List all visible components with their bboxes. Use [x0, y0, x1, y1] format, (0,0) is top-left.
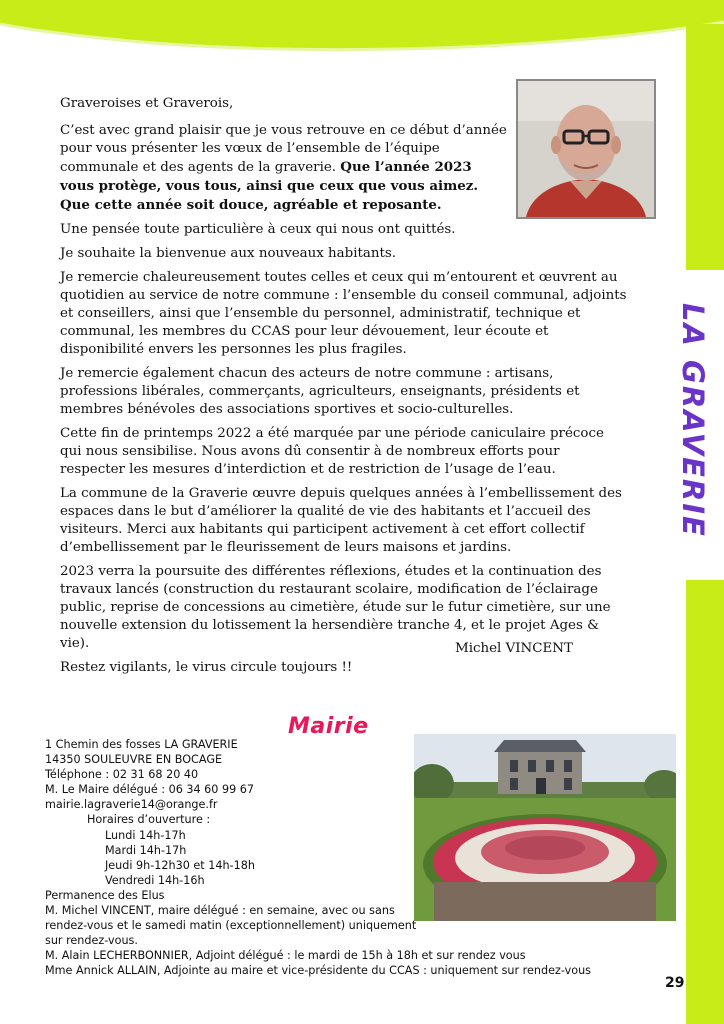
- side-title: [673, 302, 713, 538]
- mairie-mayor-phone: M. Le Maire délégué : 06 34 60 99 67: [45, 783, 254, 797]
- letter-paragraph-4: Je remercie chaleureusement toutes celles et ceux qui m’entourent et œuvrent au quotidien au service de notre commune : l’ensemble du conseil communal, adjoints et conseillers, ainsi que l’ensemble du personnel, administratif, technique et communal, les membres du CCAS pour leur dévouement, leur écoute et disponibilité envers les personnes les plus fragiles.: [60, 270, 627, 357]
- side-title-text: LA GRAVERIE: [676, 302, 710, 538]
- hours-friday: Vendredi 14h-16h: [105, 873, 205, 887]
- letter-paragraph-6: Cette fin de printemps 2022 a été marquée par une période caniculaire précoce qui nous sensibilise. Nous avons dû consentir à de nombreux efforts pour respecter les mesures d’interdiction et de restriction de l’usage de l’eau.: [60, 426, 604, 477]
- mairie-email[interactable]: mairie.lagraverie14@orange.fr: [45, 798, 218, 812]
- permanence-title: Permanence des Elus: [45, 888, 165, 902]
- permanence-line-3: sur rendez-vous.: [45, 934, 138, 948]
- top-swoosh-decoration: [0, 0, 724, 60]
- letter-paragraph-8: 2023 verra la poursuite des différentes réflexions, études et la continuation des travaux lancés (construction du restaurant scolaire, modification de l’éclairage public, reprise de concessions au cimetière, étude sur le futur cimetière, sur une nouvelle extension du lotissement la hersendière tranche 4, et le projet Ages & vie).: [60, 564, 611, 651]
- permanence-line-5: Mme Annick ALLAIN, Adjointe au maire et vice-présidente du CCAS : uniquement sur rendez-vous: [45, 964, 591, 978]
- hours-monday: Lundi 14h-17h: [105, 828, 186, 842]
- letter-paragraph-1-bold: Que l’année 2023 vous protège, vous tous, ainsi que ceux que vous aimez. Que cette année soit douce, agréable et reposante.: [60, 159, 479, 213]
- hours-title: Horaires d’ouverture :: [87, 813, 211, 827]
- letter-signature: Michel VINCENT: [455, 641, 573, 656]
- mayor-letter: [60, 95, 628, 683]
- letter-paragraph-1: [60, 122, 508, 215]
- permanence-line-2: rendez-vous et le samedi matin (exceptionnellement) uniquement: [45, 919, 417, 933]
- hours-tuesday: Mardi 14h-17h: [105, 843, 187, 857]
- letter-paragraph-9: Restez vigilants, le virus circule toujours !!: [60, 660, 353, 675]
- mairie-title: Mairie: [288, 714, 369, 739]
- letter-paragraph-2: Une pensée toute particulière à ceux qui nous ont quittés.: [60, 222, 456, 237]
- hours-thursday: Jeudi 9h-12h30 et 14h-18h: [105, 858, 255, 872]
- mairie-address-line-2: 14350 SOULEUVRE EN BOCAGE: [45, 753, 223, 767]
- letter-greeting: Graveroises et Graverois,: [60, 96, 234, 111]
- mairie-info: [45, 737, 645, 979]
- letter-paragraph-3: Je souhaite la bienvenue aux nouveaux habitants.: [60, 246, 396, 261]
- letter-paragraph-1-text: C’est avec grand plaisir que je vous retrouve en ce début d’année pour vous présenter les vœux de l’ensemble de l’équipe communale et des agents de la graverie.: [60, 123, 507, 175]
- mairie-address-line-1: 1 Chemin des fosses LA GRAVERIE: [45, 738, 238, 751]
- letter-paragraph-7: La commune de la Graverie œuvre depuis quelques années à l’embellissement des espaces dans le but d’améliorer la qualité de vie des habitants et l’accueil des visiteurs. Merci aux habitants qui participent activement à cet effort collectif d’embellissement par le fleurissement de leurs maisons et jardins.: [60, 486, 622, 555]
- permanence-line-1: M. Michel VINCENT, maire délégué : en semaine, avec ou sans: [45, 904, 395, 918]
- side-band-bottom: [686, 580, 724, 1024]
- permanence-line-4: M. Alain LECHERBONNIER, Adjoint délégué : le mardi de 15h à 18h et sur rendez vous: [45, 949, 526, 963]
- letter-paragraph-5: Je remercie également chacun des acteurs de notre commune : artisans, professions libérales, commerçants, agriculteurs, enseignants, présidents et membres bénévoles des associations sportives et socio-culturelles.: [60, 366, 580, 417]
- mairie-phone: Téléphone : 02 31 68 20 40: [45, 768, 199, 782]
- side-band-top: [686, 24, 724, 270]
- page-number: 29: [665, 975, 685, 991]
